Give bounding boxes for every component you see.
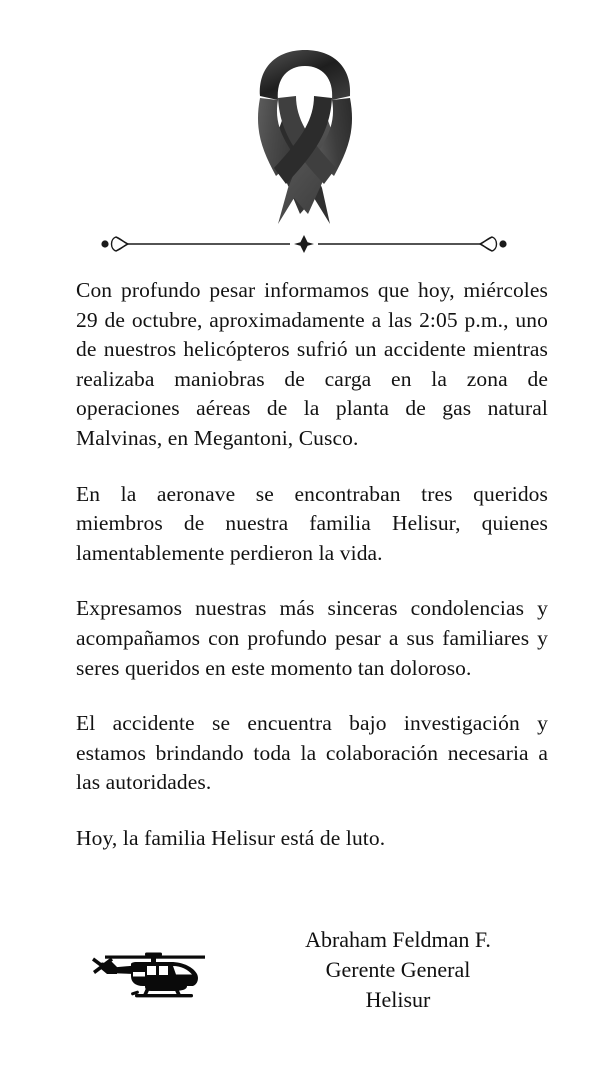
arrow-flourish-icon-right	[480, 237, 507, 251]
signature-text	[248, 925, 548, 1015]
paragraph-2: En la aeronave se encontraban tres queridos miembros de nuestra familia Helisur, quienes lamentablemente perdieron la vida.	[76, 481, 548, 565]
paragraph-4: El accidente se encuentra bajo investigación y estamos brindando toda la colaboración necesaria a las autoridades.	[76, 711, 548, 795]
signer-name: Abraham Feldman F.	[305, 927, 491, 952]
signature-block	[76, 925, 548, 1015]
signer-title: Gerente General	[325, 957, 471, 982]
paragraph-1: Con profundo pesar informamos que hoy, miércoles 29 de octubre, aproximadamente a las 2:05 p.m., uno de nuestros helicópteros sufrió un accidente mientras realizaba maniobras de carga en la zona de operaciones aéreas de la planta de gas natural Malvinas, en Megantoni, Cusco.	[76, 278, 548, 450]
paragraph-3: Expresamos nuestras más sinceras condolencias y acompañamos con profundo pesar a sus familiares y seres queridos en este momento tan doloroso.	[76, 596, 548, 680]
arrow-flourish-icon-left	[101, 237, 128, 251]
divider-ornament	[98, 231, 510, 257]
diamond-ornament-icon	[294, 235, 314, 253]
mourning-ribbon-container	[0, 38, 608, 230]
decorative-divider	[0, 228, 608, 260]
mourning-ribbon-icon	[226, 38, 382, 230]
helicopter-silhouette-icon	[87, 941, 215, 1003]
paragraph-5: Hoy, la familia Helisur está de luto.	[76, 825, 386, 850]
helicopter-logo-container	[76, 925, 226, 1003]
announcement-body	[76, 276, 548, 854]
signer-company: Helisur	[365, 987, 431, 1012]
